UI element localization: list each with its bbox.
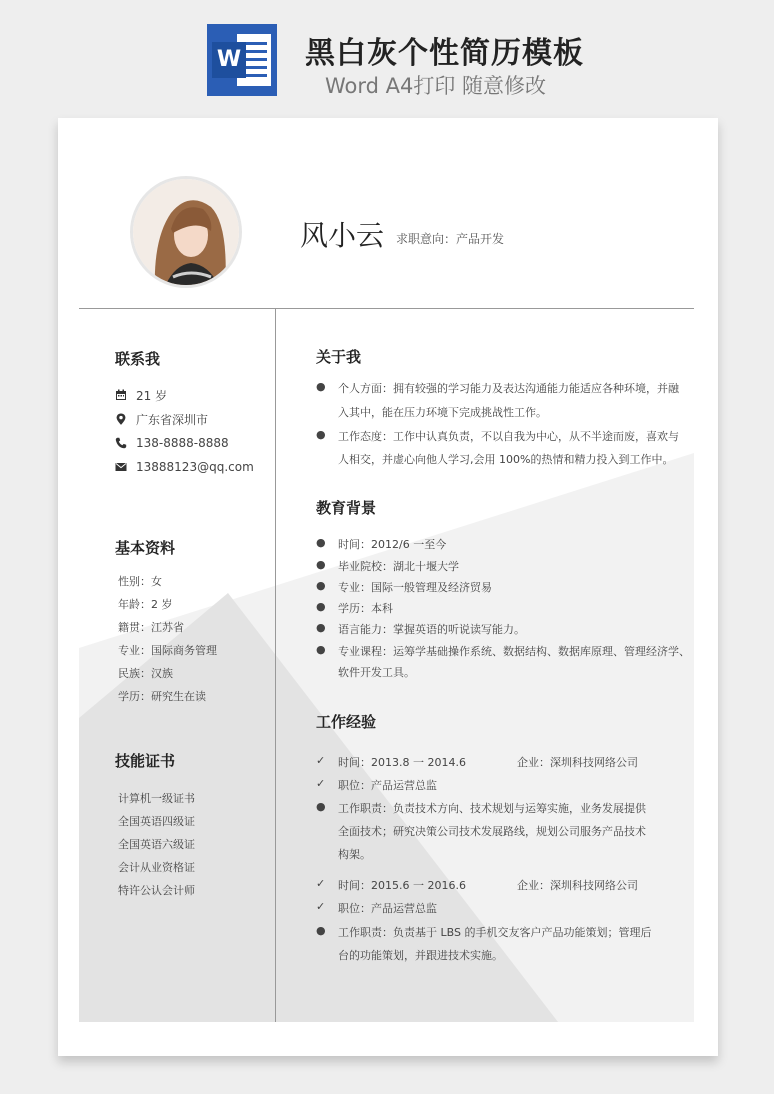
education-line: 软件开发工具。 — [338, 666, 415, 679]
contact-phone-text: 138-8888-8888 — [136, 436, 229, 450]
bullet-dot: ● — [316, 643, 326, 656]
work-heading: 工作经验 — [316, 713, 377, 731]
job-intent: 求职意向：产品开发 — [396, 232, 505, 246]
about-line: 入其中，能在压力环境下完成挑战性工作。 — [338, 406, 547, 419]
template-title: 黑白灰个性简历模板 — [305, 36, 584, 71]
contact-location — [115, 409, 208, 429]
column-divider — [275, 308, 276, 1022]
about-line: 个人方面：拥有较强的学习能力及表达沟通能力能适应各种环境，并融 — [338, 382, 679, 395]
bullet-dot: ● — [316, 621, 326, 634]
bullet-dot: ● — [316, 536, 326, 549]
about-line: 人相交，并虚心向他人学习,会用 100%的热情和精力投入到工作中。 — [338, 453, 674, 466]
about-heading: 关于我 — [316, 348, 362, 366]
job-time: 时间：2013.8 一 2014.6 — [338, 756, 466, 769]
bullet-dot: ● — [316, 800, 326, 813]
location-pin-icon — [115, 413, 127, 425]
contact-heading: 联系我 — [115, 350, 161, 368]
contact-age-text: 21 岁 — [136, 388, 168, 403]
job-duty-line: 全面技术；研究决策公司技术发展路线，规划公司服务产品技术 — [338, 825, 646, 838]
job-duty-line: 工作职责：负责基于 LBS 的手机交友客户产品功能策划；管理后 — [338, 926, 652, 939]
template-banner — [0, 0, 774, 110]
contact-phone — [115, 433, 229, 453]
bullet-check: ✓ — [316, 877, 326, 890]
education-line: 专业课程：运筹学基础操作系统、数据结构、数据库原理、管理经济学、 — [338, 645, 690, 658]
basic-info-major: 专业：国际商务管理 — [118, 644, 217, 657]
candidate-name: 风小云 — [300, 219, 385, 252]
word-logo-letter: W — [212, 42, 246, 78]
template-subtitle: Word A4打印 随意修改 — [325, 74, 547, 98]
skills-heading: 技能证书 — [115, 752, 176, 770]
bullet-dot: ● — [316, 579, 326, 592]
contact-email-text: 13888123@qq.com — [136, 460, 254, 474]
job-time: 时间：2015.6 一 2016.6 — [338, 879, 466, 892]
contact-location-text: 广东省深圳市 — [136, 412, 209, 427]
education-line: 语言能力：掌握英语的听说读写能力。 — [338, 623, 525, 636]
phone-icon — [115, 437, 127, 449]
profile-photo — [130, 176, 242, 288]
job-position: 职位：产品运营总监 — [338, 902, 437, 915]
calendar-icon — [115, 389, 127, 401]
bullet-check: ✓ — [316, 777, 326, 790]
skill-item: 全国英语四级证 — [118, 815, 195, 828]
education-line: 时间：2012/6 一至今 — [338, 538, 447, 551]
basic-info-age: 年龄：2 岁 — [118, 598, 173, 611]
basic-info-degree: 学历：研究生在读 — [118, 690, 206, 703]
bullet-check: ✓ — [316, 754, 326, 767]
mail-icon — [115, 461, 127, 473]
basic-info-heading: 基本资料 — [115, 539, 176, 557]
header-divider — [79, 308, 694, 309]
education-line: 专业：国际一般管理及经济贸易 — [338, 581, 492, 594]
skill-item: 特许公认会计师 — [118, 884, 195, 897]
bullet-dot: ● — [316, 600, 326, 613]
job-duty-line: 构架。 — [338, 848, 371, 861]
bullet-dot: ● — [316, 428, 326, 441]
skill-item: 会计从业资格证 — [118, 861, 195, 874]
job-company: 企业：深圳科技网络公司 — [517, 879, 638, 892]
job-duty-line: 台的功能策划，并跟进技术实施。 — [338, 949, 503, 962]
contact-age — [115, 385, 167, 405]
bullet-dot: ● — [316, 924, 326, 937]
education-line: 学历：本科 — [338, 602, 393, 615]
bullet-dot: ● — [316, 380, 326, 393]
contact-email — [115, 457, 254, 477]
bullet-check: ✓ — [316, 900, 326, 913]
skill-item: 全国英语六级证 — [118, 838, 195, 851]
bullet-dot: ● — [316, 558, 326, 571]
job-company: 企业：深圳科技网络公司 — [517, 756, 638, 769]
job-duty-line: 工作职责：负责技术方向、技术规划与运筹实施，业务发展提供 — [338, 802, 646, 815]
word-logo-icon — [207, 24, 277, 96]
education-line: 毕业院校：湖北十堰大学 — [338, 560, 459, 573]
about-line: 工作态度：工作中认真负责，不以自我为中心，从不半途而废，喜欢与 — [338, 430, 679, 443]
skill-item: 计算机一级证书 — [118, 792, 195, 805]
basic-info-origin: 籍贯：江苏省 — [118, 621, 184, 634]
basic-info-ethnicity: 民族：汉族 — [118, 667, 173, 680]
job-position: 职位：产品运营总监 — [338, 779, 437, 792]
resume-page — [58, 118, 718, 1056]
education-heading: 教育背景 — [316, 499, 377, 517]
basic-info-gender: 性别：女 — [118, 575, 162, 588]
